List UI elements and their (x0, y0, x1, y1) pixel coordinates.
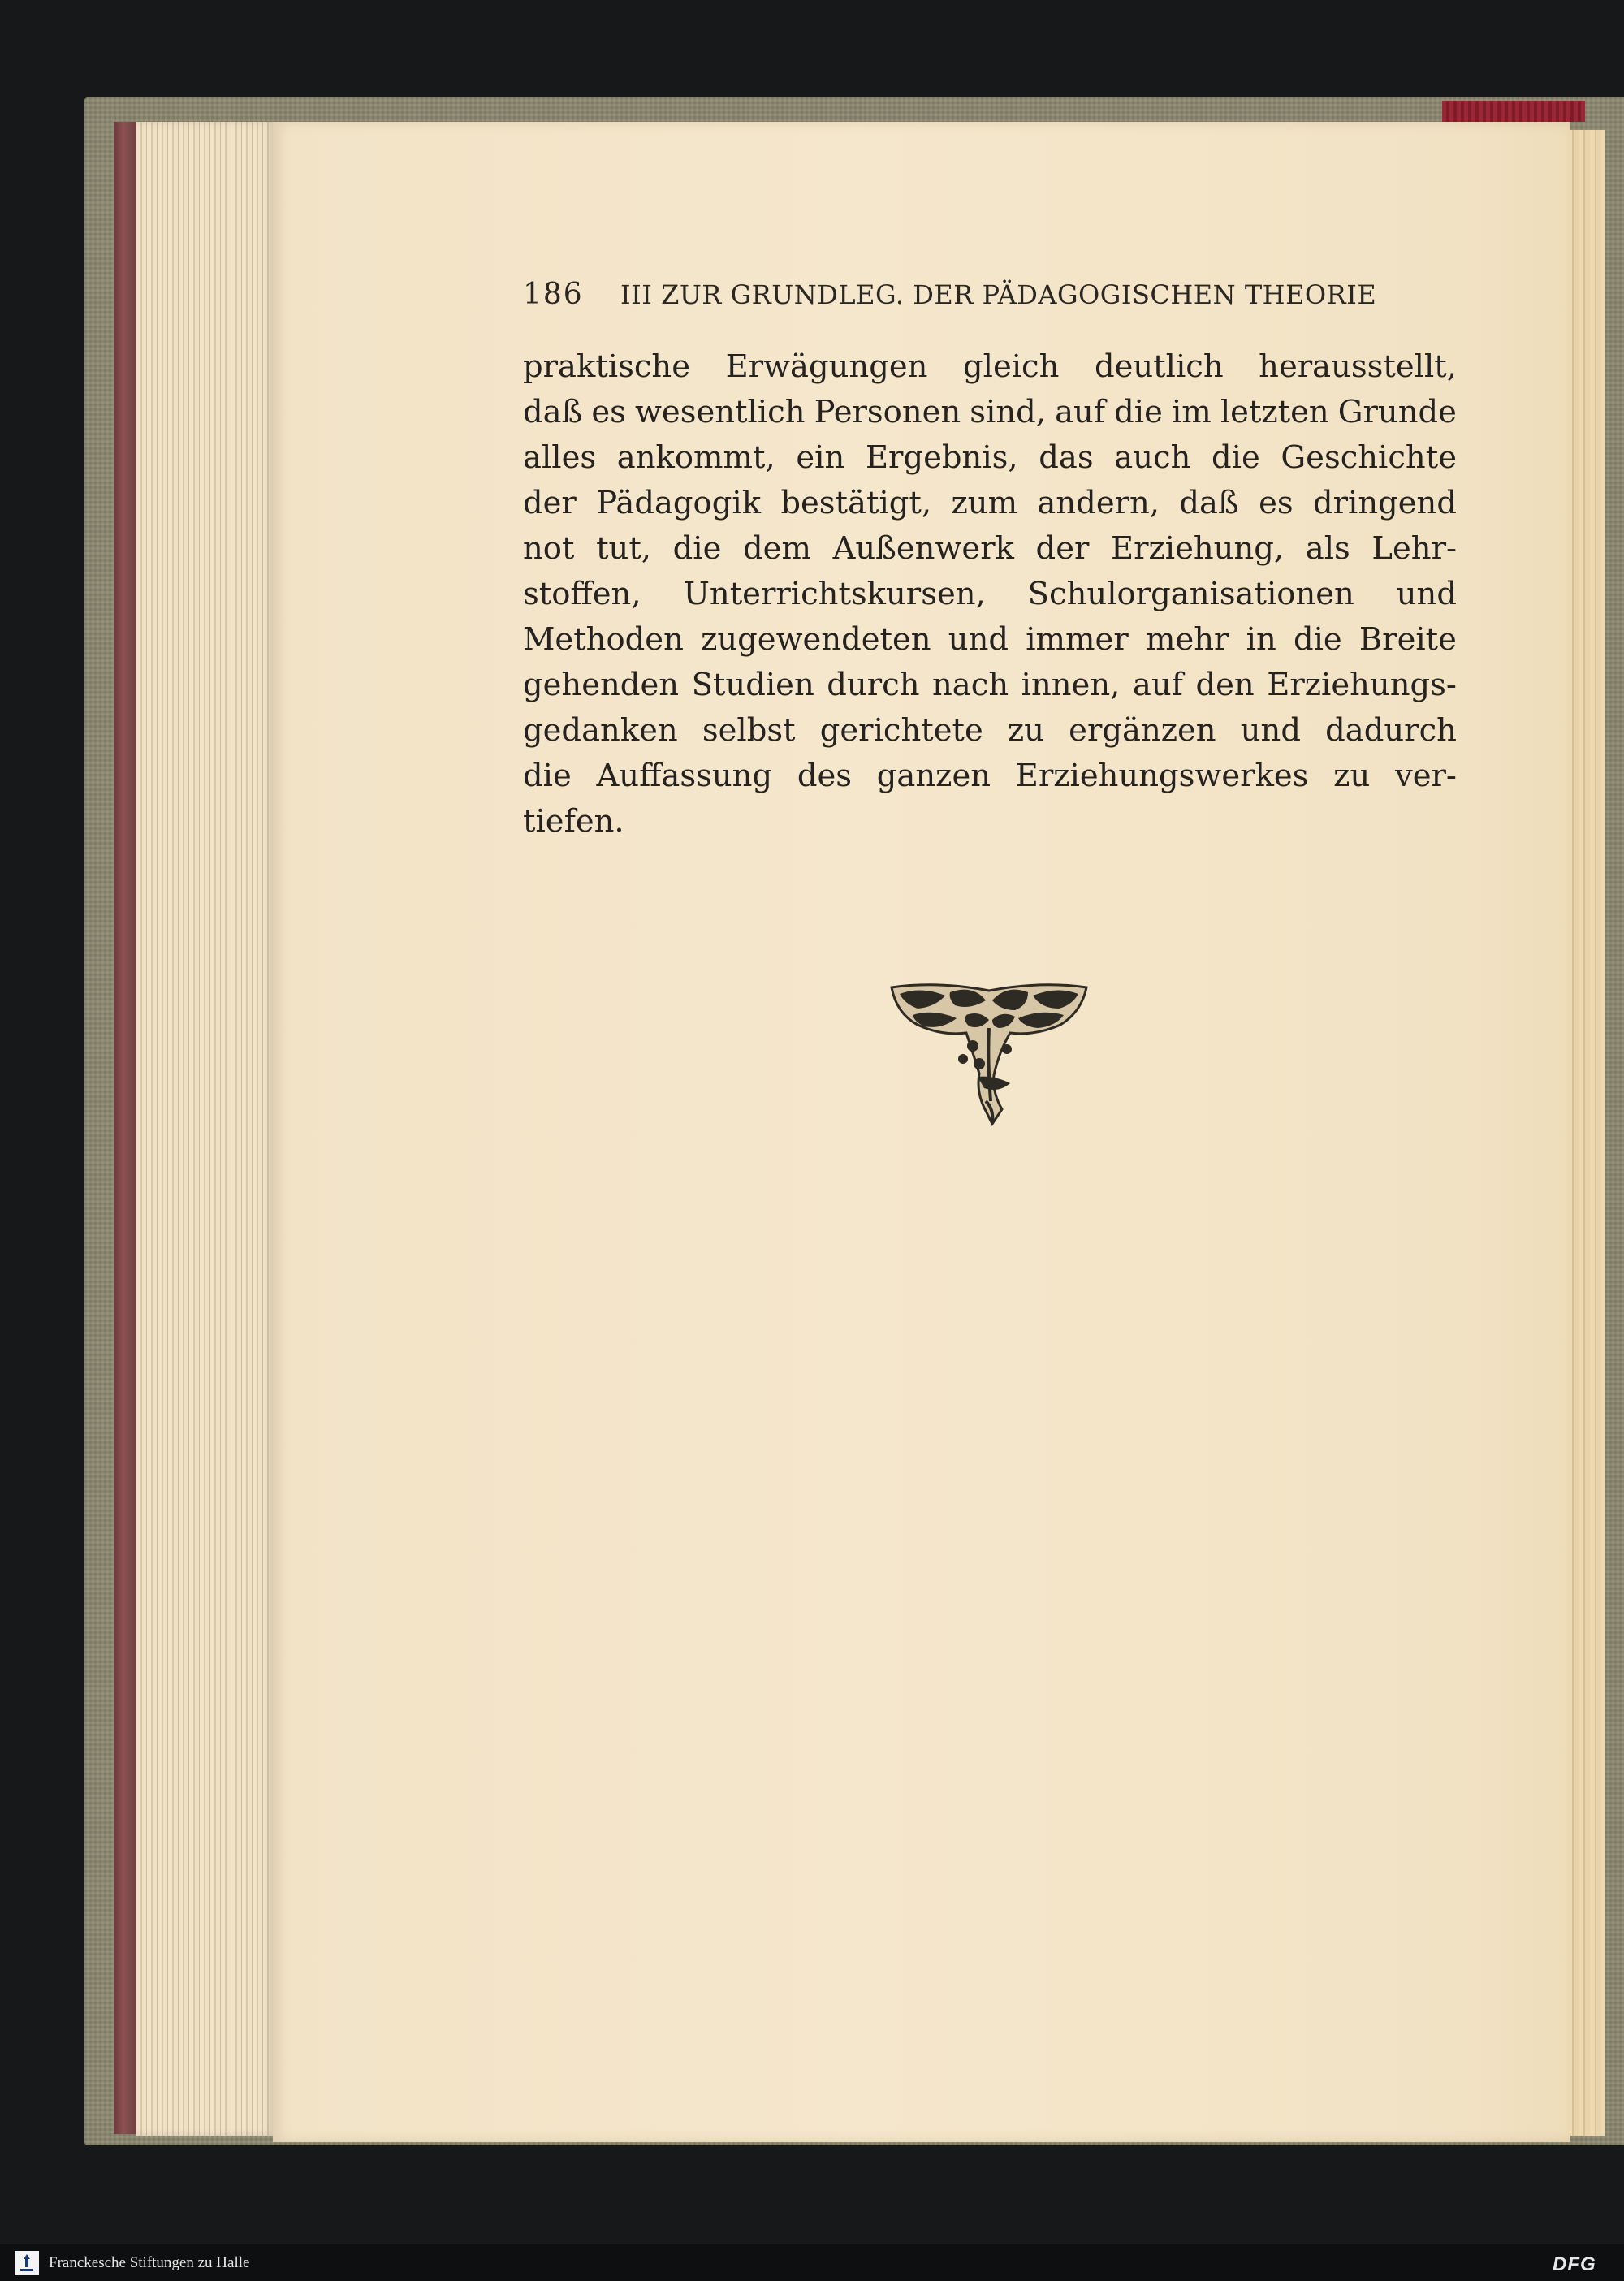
word: innen, (1021, 667, 1121, 703)
word: Außenwerk (832, 530, 1014, 567)
word: Studien (691, 667, 814, 703)
word: und (1240, 712, 1301, 749)
word: ankommt, (616, 439, 775, 476)
word: und (948, 621, 1009, 658)
word: die (672, 530, 722, 567)
word: Grunde (1337, 394, 1457, 430)
franckesche-stiftungen-logo-icon (15, 2251, 39, 2275)
word: zu (1007, 712, 1045, 749)
page-edges-right (1567, 130, 1605, 2136)
word: daß (1179, 485, 1239, 521)
word: es (591, 394, 626, 430)
word: zugewendeten (701, 621, 931, 658)
word: dadurch (1325, 712, 1457, 749)
word: Personen (814, 394, 961, 430)
word: durch (827, 667, 920, 703)
word: ein (796, 439, 845, 476)
word: auf (1132, 667, 1183, 703)
footer-bar (0, 2244, 1624, 2281)
page-number: 186 (523, 278, 584, 311)
word: wesentlich (634, 394, 806, 430)
word: die (1212, 439, 1260, 476)
word: Geschichte (1281, 439, 1457, 476)
word: sind, (970, 394, 1047, 430)
word: bestätigt, (780, 485, 932, 521)
word: ver- (1394, 758, 1457, 794)
word: daß (523, 394, 583, 430)
word: die (1293, 621, 1342, 658)
word: herausstellt, (1259, 348, 1457, 385)
word: zu (1333, 758, 1371, 794)
word: und (1396, 576, 1457, 612)
word: als (1305, 530, 1350, 567)
word: in (1246, 621, 1276, 658)
word: gleich (962, 348, 1060, 385)
page-edges-left (136, 122, 274, 2136)
text-line (523, 526, 1457, 572)
word: mehr (1145, 621, 1229, 658)
text-line (523, 390, 1457, 435)
word: Pädagogik (596, 485, 762, 521)
word: not (523, 530, 575, 567)
dfg-logo: DFG (1553, 2253, 1596, 2275)
word: Methoden (523, 621, 684, 658)
word: Breite (1358, 621, 1457, 658)
word: Unterrichtskursen, (683, 576, 986, 612)
bookmark-ribbon (1442, 101, 1585, 122)
word: Erziehung, (1111, 530, 1285, 567)
word: immer (1026, 621, 1129, 658)
body-text (523, 344, 1457, 845)
word: Auffassung (596, 758, 773, 794)
word: andern, (1037, 485, 1160, 521)
text-line (523, 708, 1457, 754)
word: Ergebnis, (865, 439, 1018, 476)
word: es (1259, 485, 1294, 521)
text-line (523, 663, 1457, 708)
word: der (1035, 530, 1090, 567)
footer-institution: Franckesche Stiftungen zu Halle (49, 2254, 250, 2271)
word: dem (743, 530, 811, 567)
floral-vignette-icon (888, 979, 1090, 1127)
page-header (523, 278, 1457, 318)
word: tiefen. (523, 803, 624, 840)
word: stoffen, (523, 576, 641, 612)
word: Schulorganisationen (1027, 576, 1354, 612)
word: alles (523, 439, 597, 476)
word: dringend (1312, 485, 1457, 521)
text-line (523, 435, 1457, 481)
word: deutlich (1094, 348, 1224, 385)
word: gehenden (523, 667, 680, 703)
word: gedanken (523, 712, 678, 749)
word: zum (951, 485, 1018, 521)
word: Erziehungswerkes (1015, 758, 1309, 794)
word: im (1171, 394, 1212, 430)
word: nach (932, 667, 1009, 703)
book-red-edge (114, 122, 138, 2134)
word: selbst (702, 712, 796, 749)
text-line (523, 754, 1457, 799)
word: tut, (596, 530, 652, 567)
word: auch (1114, 439, 1191, 476)
word: auf (1055, 394, 1106, 430)
text-line (523, 344, 1457, 390)
word: letzten (1220, 394, 1329, 430)
word: des (797, 758, 853, 794)
word: Lehr- (1371, 530, 1457, 567)
word: das (1039, 439, 1094, 476)
word: die (1114, 394, 1163, 430)
word: Erziehungs- (1267, 667, 1457, 703)
word: die (523, 758, 572, 794)
running-head: III ZUR GRUNDLEG. DER PÄDAGOGISCHEN THEORIE (620, 279, 1377, 310)
word: praktische (523, 348, 691, 385)
word: ergänzen (1069, 712, 1216, 749)
word: ganzen (876, 758, 991, 794)
text-line (523, 799, 1457, 845)
text-line (523, 617, 1457, 663)
text-line (523, 572, 1457, 617)
text-line (523, 481, 1457, 526)
word: gerichtete (819, 712, 983, 749)
word: Erwägungen (725, 348, 928, 385)
word: der (523, 485, 577, 521)
word: den (1195, 667, 1255, 703)
